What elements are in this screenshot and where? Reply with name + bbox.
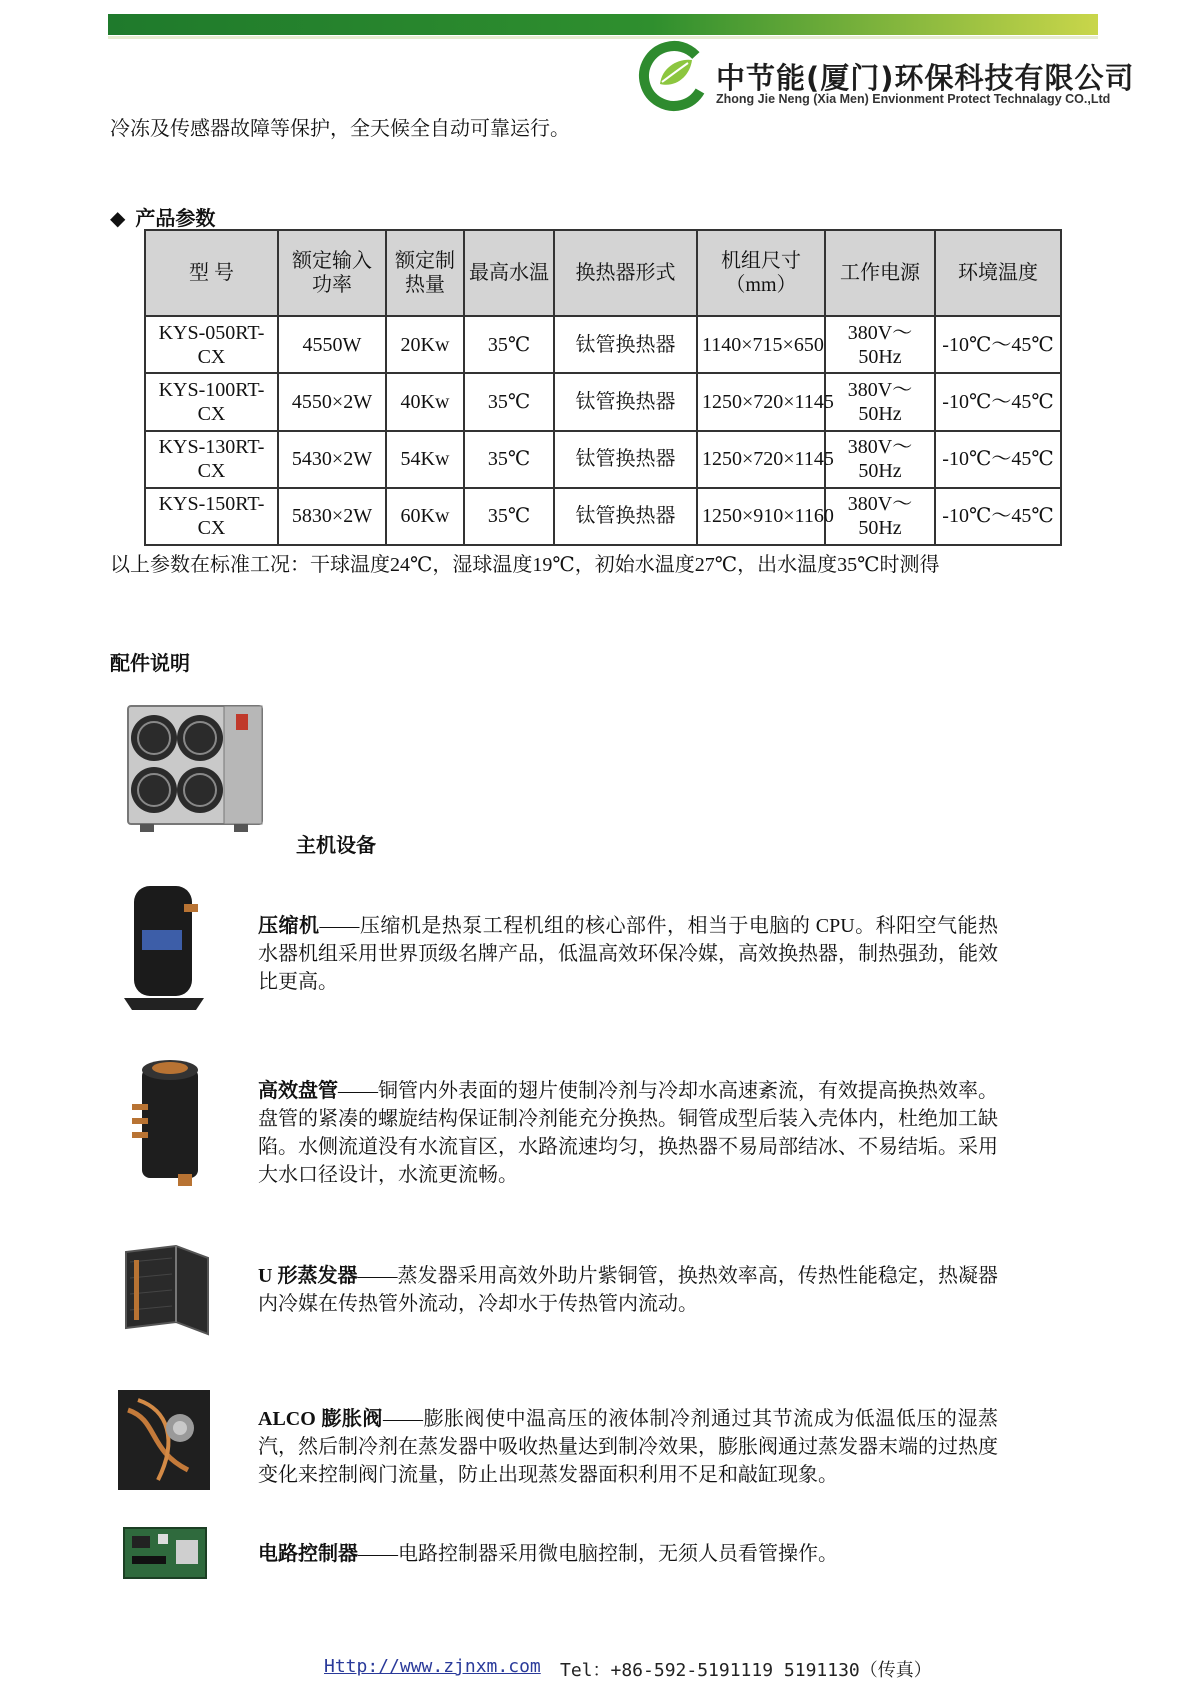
- table-cell: 54Kw: [386, 431, 464, 488]
- expansion-valve-image: [118, 1390, 210, 1490]
- table-cell: KYS-050RT-CX: [145, 316, 278, 373]
- table-cell: KYS-130RT-CX: [145, 431, 278, 488]
- table-cell: 1140×715×650: [697, 316, 825, 373]
- params-note: 以上参数在标准工况：干球温度24℃，湿球温度19℃，初始水温度27℃，出水温度35℃时测得: [110, 554, 940, 576]
- table-cell: -10℃～45℃: [935, 373, 1061, 430]
- col-header: 额定输入功率: [278, 230, 386, 316]
- table-cell: 钛管换热器: [554, 488, 697, 545]
- circuit-controller-description: [258, 1540, 998, 1568]
- col-header: 环境温度: [935, 230, 1061, 316]
- table-cell: -10℃～45℃: [935, 431, 1061, 488]
- table-cell: 20Kw: [386, 316, 464, 373]
- accessory-name: 高效盘管: [258, 1080, 338, 1102]
- col-header: 换热器形式: [554, 230, 697, 316]
- table-cell: -10℃～45℃: [935, 488, 1061, 545]
- table-cell: 钛管换热器: [554, 431, 697, 488]
- table-cell: 1250×720×1145: [697, 373, 825, 430]
- accessories-title: 配件说明: [110, 651, 190, 675]
- col-header: 工作电源: [825, 230, 935, 316]
- company-name-en: Zhong Jie Neng (Xia Men) Envionment Protect Technalagy CO.,Ltd: [716, 92, 1111, 106]
- table-cell: 钛管换热器: [554, 373, 697, 430]
- header-color-bar: [108, 14, 1098, 35]
- params-title-text: 产品参数: [135, 206, 216, 230]
- main-unit-label: 主机设备: [296, 833, 376, 857]
- accessory-name: U 形蒸发器: [258, 1265, 358, 1287]
- coil-heat-exchanger-image: [128, 1048, 210, 1188]
- params-section-title: [110, 202, 215, 231]
- table-cell: 35℃: [464, 316, 554, 373]
- col-header: 型 号: [145, 230, 278, 316]
- params-table: [144, 229, 1062, 546]
- table-row: [145, 316, 1061, 373]
- accessory-text: ——蒸发器采用高效外助片紫铜管，换热效率高，传热性能稳定，热凝器内冷媒在传热管外流动，冷却水于传热管内流动。: [258, 1265, 998, 1315]
- contact-phone: Tel：+86-592-5191119 5191130（传真）: [560, 1660, 932, 1681]
- circuit-board-image: [122, 1522, 208, 1584]
- table-row: [145, 488, 1061, 545]
- intro-text: 冷冻及传感器故障等保护，全天候全自动可靠运行。: [110, 118, 570, 140]
- website-link[interactable]: Http://www.zjnxm.com: [324, 1656, 541, 1677]
- accessory-text: ——压缩机是热泵工程机组的核心部件，相当于电脑的 CPU。科阳空气能热水器机组采用世界顶级名牌产品，低温高效环保冷媒，高效换热器，制热强劲，能效比更高。: [258, 915, 999, 993]
- bullet-icon: ◆: [110, 206, 126, 230]
- accessory-text: ——铜管内外表面的翅片使制冷剂与冷却水高速紊流，有效提高换热效率。盘管的紧凑的螺旋结构保证制冷剂能充分换热。铜管成型后装入壳体内，杜绝加工缺陷。水侧流道没有水流盲区，水路流速均匀，换热器不易局部结冰、不易结垢。采用大水口径设计，水流更流畅。: [258, 1080, 998, 1186]
- table-cell: 4550×2W: [278, 373, 386, 430]
- table-cell: 380V～50Hz: [825, 431, 935, 488]
- table-cell: 35℃: [464, 488, 554, 545]
- coil-description: [258, 1077, 998, 1189]
- table-cell: 380V～50Hz: [825, 373, 935, 430]
- compressor-image: [122, 880, 206, 1012]
- accessory-name: 电路控制器: [258, 1543, 358, 1565]
- expansion-valve-description: [258, 1405, 998, 1489]
- table-cell: -10℃～45℃: [935, 316, 1061, 373]
- company-name-cn: 中节能(厦门)环保科技有限公司: [716, 61, 1135, 95]
- table-row: [145, 431, 1061, 488]
- col-header: 最高水温: [464, 230, 554, 316]
- accessory-text: ——电路控制器采用微电脑控制，无须人员看管操作。: [358, 1543, 838, 1565]
- company-logo-icon: [636, 38, 712, 114]
- table-cell: 35℃: [464, 373, 554, 430]
- table-row: [145, 373, 1061, 430]
- accessory-text: ——膨胀阀使中温高压的液体制冷剂通过其节流成为低温低压的湿蒸汽，然后制冷剂在蒸发器中吸收热量达到制冷效果，膨胀阀通过蒸发器末端的过热度变化来控制阀门流量，防止出现蒸发器面积利用不足和敲缸现象。: [258, 1408, 998, 1486]
- table-cell: 60Kw: [386, 488, 464, 545]
- col-header: 机组尺寸（mm）: [697, 230, 825, 316]
- table-cell: 1250×910×1160: [697, 488, 825, 545]
- table-cell: 5830×2W: [278, 488, 386, 545]
- u-evaporator-image: [120, 1242, 212, 1338]
- table-header-row: [145, 230, 1061, 316]
- col-header: 额定制热量: [386, 230, 464, 316]
- table-cell: 380V～50Hz: [825, 316, 935, 373]
- table-cell: 35℃: [464, 431, 554, 488]
- table-cell: 1250×720×1145: [697, 431, 825, 488]
- compressor-description: [258, 912, 998, 996]
- table-cell: KYS-100RT-CX: [145, 373, 278, 430]
- table-cell: 380V～50Hz: [825, 488, 935, 545]
- table-cell: 40Kw: [386, 373, 464, 430]
- table-cell: 钛管换热器: [554, 316, 697, 373]
- table-cell: KYS-150RT-CX: [145, 488, 278, 545]
- accessory-name: 压缩机: [258, 915, 320, 937]
- heat-pump-unit-image: [124, 700, 272, 838]
- accessory-name: ALCO 膨胀阀: [258, 1408, 383, 1430]
- table-cell: 4550W: [278, 316, 386, 373]
- u-evaporator-description: [258, 1262, 998, 1318]
- table-cell: 5430×2W: [278, 431, 386, 488]
